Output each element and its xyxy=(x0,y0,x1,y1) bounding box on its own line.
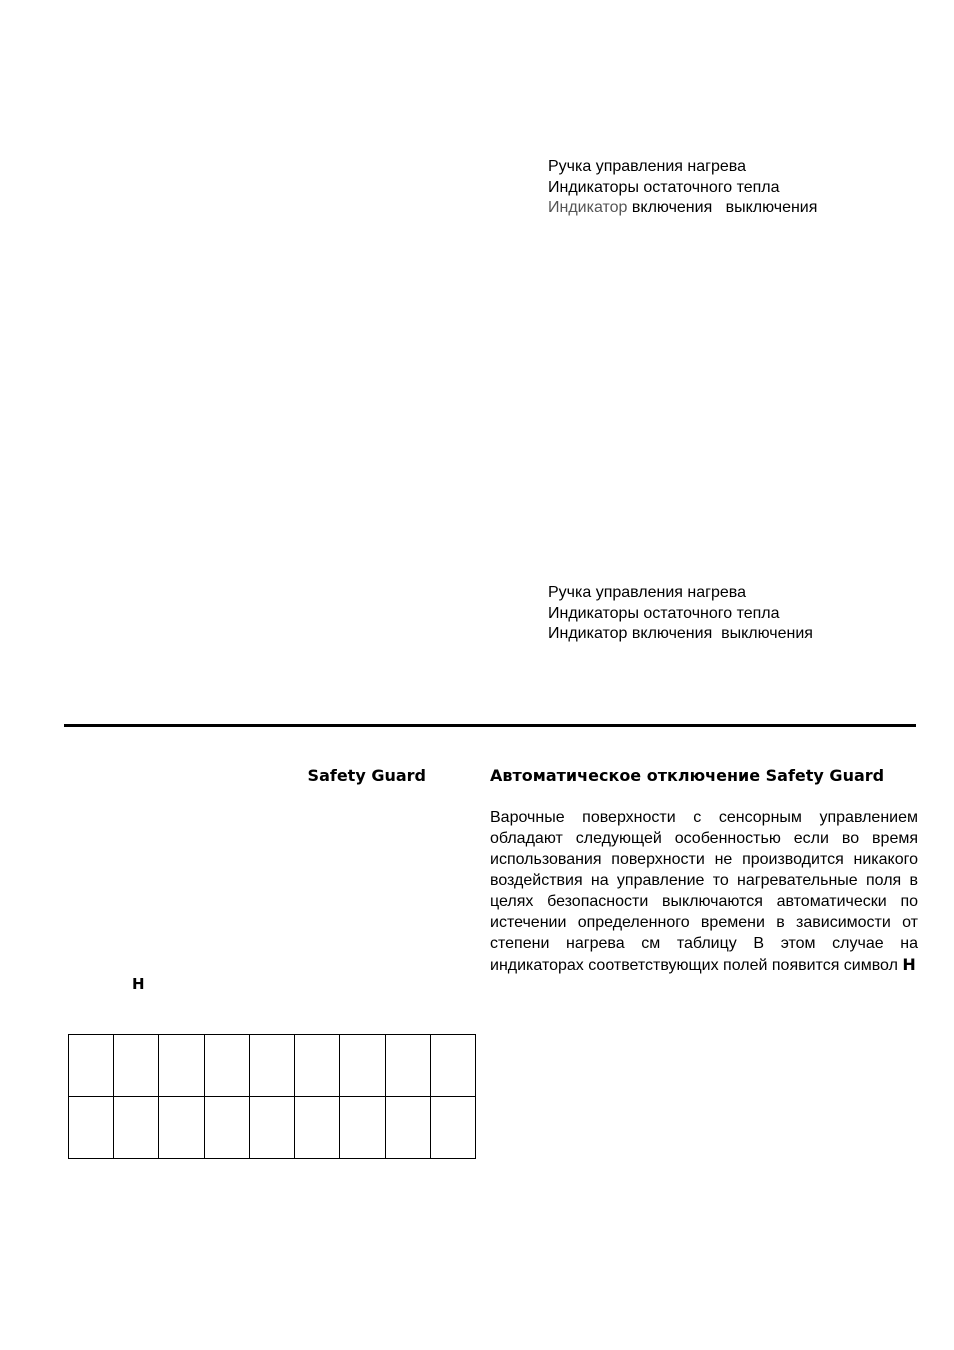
legend-item-residual-heat: Индикаторы остаточного тепла xyxy=(548,604,780,622)
table-cell xyxy=(114,1097,159,1159)
table-cell xyxy=(69,1035,114,1097)
left-symbol-h: H xyxy=(132,975,145,993)
table-cell xyxy=(431,1097,476,1159)
table-cell xyxy=(250,1035,295,1097)
table-cell xyxy=(114,1035,159,1097)
table-cell xyxy=(69,1097,114,1159)
legend-item-control-knob: Ручка управления нагрева xyxy=(548,158,746,175)
table-cell xyxy=(340,1097,385,1159)
legend-item-power-indicator: Индикатор включения выключения xyxy=(548,625,813,642)
left-section-heading: Safety Guard xyxy=(307,766,426,785)
legend-item-power-indicator-word: Индикатор xyxy=(548,199,628,216)
heat-level-table xyxy=(68,1034,476,1159)
section-heading: Автоматическое отключение Safety Guard xyxy=(490,766,885,785)
legend-item-power-indicator xyxy=(548,198,817,219)
legend-item-control-knob: Ручка управления нагрева xyxy=(548,584,746,601)
legend-top xyxy=(548,157,817,219)
table-cell xyxy=(205,1097,250,1159)
safety-guard-text: Варочные поверхности с сенсорным управлением обладают следующей особенностью если во время использования поверхности не производится никакого воздействия на управление то нагревательные поля в целях безопасности выключаются автоматически по истечении определенного времени в зависимости от степени нагрева см таблицу В этом случае на индикаторах соответствующих полей появится символ xyxy=(490,809,918,974)
table-cell xyxy=(250,1097,295,1159)
table-cell xyxy=(386,1097,431,1159)
table-cell xyxy=(340,1035,385,1097)
table-cell xyxy=(431,1035,476,1097)
table-cell xyxy=(159,1035,204,1097)
safety-guard-description xyxy=(490,807,918,976)
legend-bottom xyxy=(548,583,813,645)
legend-item-power-indicator-rest: включения выключения xyxy=(627,199,818,216)
section-divider xyxy=(64,724,916,727)
table-cell xyxy=(159,1097,204,1159)
table-cell xyxy=(386,1035,431,1097)
table-cell xyxy=(295,1035,340,1097)
legend-item-residual-heat: Индикаторы остаточного тепла xyxy=(548,178,780,196)
table-cell xyxy=(295,1097,340,1159)
table-cell xyxy=(205,1035,250,1097)
symbol-h: H xyxy=(902,955,916,974)
